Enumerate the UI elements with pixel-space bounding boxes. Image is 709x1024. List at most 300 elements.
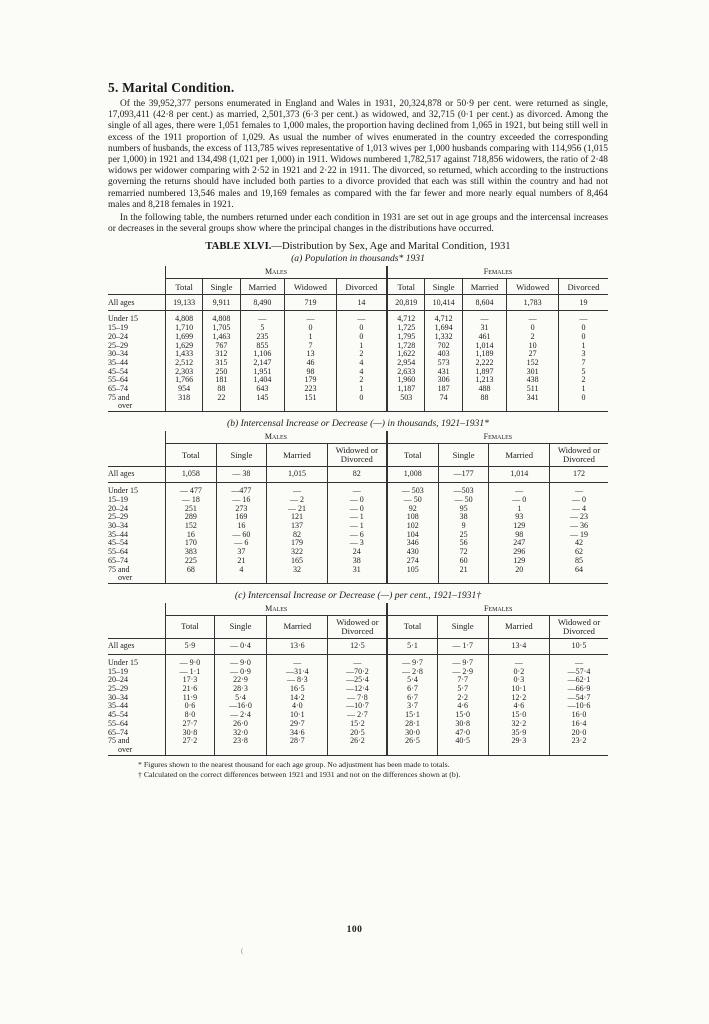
- column-header: Single: [425, 279, 462, 295]
- column-header: Total: [166, 615, 215, 638]
- table-cell: 1,014: [462, 342, 507, 351]
- table-cell: 46: [285, 359, 337, 368]
- table-cell: 165: [267, 557, 328, 566]
- table-cell: 2: [507, 333, 559, 342]
- table-cell: 30·8: [437, 720, 488, 729]
- table-cell: 1,699: [166, 333, 203, 342]
- table-cell: 4: [216, 566, 267, 575]
- table-cell: —: [267, 659, 328, 668]
- table-cell: 104: [387, 531, 439, 540]
- total-row: [108, 638, 608, 654]
- age-group-label: Under 15: [108, 657, 138, 667]
- table-c-group-males: Males: [166, 603, 388, 616]
- table-cell: — 50: [438, 496, 489, 505]
- column-header: Married: [267, 615, 328, 638]
- table-cell: 12·2: [488, 694, 549, 703]
- table-cell: 170: [166, 539, 217, 548]
- over-row: [108, 574, 608, 583]
- column-header: Married: [267, 444, 328, 467]
- table-cell: 98: [285, 368, 337, 377]
- age-group-label: 45–54: [108, 710, 128, 720]
- table-cell: — 18: [166, 496, 217, 505]
- table-cell: 82: [267, 531, 328, 540]
- table-cell: [328, 746, 388, 755]
- table-cell: 5·9: [166, 638, 215, 654]
- column-header: Widowed or Divorced: [550, 615, 609, 638]
- table-b: [108, 431, 608, 584]
- column-header: Divorced: [558, 279, 608, 295]
- table-cell: —31·4: [267, 668, 328, 677]
- table-cell: 27: [507, 350, 559, 359]
- table-cell: 5·4: [387, 676, 437, 685]
- page-content: [108, 80, 608, 780]
- table-cell: 643: [240, 385, 285, 394]
- table-cell: — 477: [166, 487, 217, 496]
- table-cell: 40·5: [437, 737, 488, 746]
- table-cell: 32·0: [214, 729, 266, 738]
- table-cell: 15·2: [328, 720, 388, 729]
- table-cell: 37: [216, 548, 267, 557]
- table-cell: 8,604: [462, 295, 507, 311]
- table-cell: 10·5: [550, 638, 609, 654]
- age-group-label: 75 and: [108, 392, 130, 402]
- total-row: [108, 295, 608, 311]
- table-cell: — 60: [216, 531, 267, 540]
- table-cell: 1,015: [267, 467, 328, 483]
- column-header: Married: [488, 615, 549, 638]
- table-cell: — 50: [387, 496, 439, 505]
- table-cell: 719: [285, 295, 337, 311]
- table-cell: 32: [267, 566, 328, 575]
- table-cell: 38: [327, 557, 387, 566]
- table-cell: 1,463: [203, 333, 240, 342]
- table-cell: — 9·0: [166, 659, 215, 668]
- table-cell: [267, 574, 328, 583]
- table-title: —Distribution by Sex, Age and Marital Condition, 1931: [271, 241, 511, 253]
- table-cell: —66·9: [550, 685, 609, 694]
- table-cell: —: [507, 315, 559, 324]
- age-group-label: 15–19: [108, 494, 128, 504]
- table-cell: 23·2: [550, 737, 609, 746]
- table-cell: 2,303: [166, 368, 203, 377]
- column-header: Widowed or Divorced: [328, 615, 388, 638]
- table-cell: — 2·9: [437, 668, 488, 677]
- table-cell: 0·6: [166, 702, 215, 711]
- table-cell: 4: [336, 359, 387, 368]
- table-cell: 1: [558, 385, 608, 394]
- table-cell: — 0: [327, 505, 387, 514]
- table-cell: [240, 402, 285, 411]
- table-cell: 1: [558, 342, 608, 351]
- age-group-label: 25–29: [108, 512, 128, 522]
- table-row: [108, 737, 608, 746]
- table-number: TABLE XLVI.: [205, 241, 272, 253]
- column-header: Widowed: [285, 279, 337, 295]
- table-cell: 20: [489, 566, 550, 575]
- age-group-label: over: [108, 746, 166, 755]
- table-cell: — 0·9: [214, 668, 266, 677]
- table-cell: 1,897: [462, 368, 507, 377]
- table-cell: 19,133: [166, 295, 203, 311]
- table-cell: [166, 402, 203, 411]
- table-a-group-females: Females: [387, 266, 608, 279]
- table-cell: 223: [285, 385, 337, 394]
- table-a-body: [108, 295, 608, 412]
- column-header: Married: [240, 279, 285, 295]
- table-cell: —: [489, 487, 550, 496]
- table-cell: 1: [336, 385, 387, 394]
- table-cell: 74: [425, 394, 462, 403]
- table-cell: 315: [203, 359, 240, 368]
- table-cell: — 1·7: [437, 638, 488, 654]
- table-cell: 2,222: [462, 359, 507, 368]
- table-cell: 0: [336, 324, 387, 333]
- section-heading: 5. Marital Condition.: [108, 80, 235, 95]
- table-cell: 1,795: [387, 333, 425, 342]
- age-group-label: 35–44: [108, 701, 128, 711]
- table-cell: 1,951: [240, 368, 285, 377]
- table-cell: 23·8: [214, 737, 266, 746]
- table-cell: —10·6: [550, 702, 609, 711]
- table-cell: — 1: [327, 522, 387, 531]
- table-row: [108, 394, 608, 403]
- table-cell: 0·3: [488, 676, 549, 685]
- age-group-label: 55–64: [108, 547, 128, 557]
- age-group-label: over: [108, 574, 166, 583]
- table-cell: 4: [336, 368, 387, 377]
- table-cell: —: [336, 315, 387, 324]
- table-b-header-row: [108, 444, 608, 467]
- age-group-label: 30–34: [108, 520, 128, 530]
- table-cell: 235: [240, 333, 285, 342]
- table-cell: 1,189: [462, 350, 507, 359]
- table-cell: 1,728: [387, 342, 425, 351]
- table-cell: 4,808: [203, 315, 240, 324]
- table-cell: [267, 746, 328, 755]
- table-cell: [387, 402, 425, 411]
- table-cell: 503: [387, 394, 425, 403]
- table-cell: 28·7: [267, 737, 328, 746]
- table-cell: 30·8: [166, 729, 215, 738]
- table-cell: — 2·4: [214, 711, 266, 720]
- over-row: [108, 746, 608, 755]
- table-cell: — 503: [387, 487, 439, 496]
- table-cell: [336, 402, 387, 411]
- table-cell: 5: [240, 324, 285, 333]
- table-row: [108, 566, 608, 575]
- table-cell: —: [240, 315, 285, 324]
- table-cell: 1,710: [166, 324, 203, 333]
- table-cell: 322: [267, 548, 328, 557]
- table-cell: — 2·7: [328, 711, 388, 720]
- table-cell: 403: [425, 350, 462, 359]
- table-cell: [489, 574, 550, 583]
- table-cell: —70·2: [328, 668, 388, 677]
- table-cell: 21: [438, 566, 489, 575]
- table-cell: 573: [425, 359, 462, 368]
- table-cell: 129: [489, 557, 550, 566]
- table-cell: 26·0: [214, 720, 266, 729]
- table-cell: 27·7: [166, 720, 215, 729]
- table-cell: 85: [550, 557, 609, 566]
- table-b-body: [108, 467, 608, 584]
- table-cell: 82: [327, 467, 387, 483]
- age-group-label: 55–64: [108, 718, 128, 728]
- table-b-subtitle: (b) Intercensal Increase or Decrease (—) in thousands, 1921–1931*: [227, 418, 489, 430]
- table-cell: — 8·3: [267, 676, 328, 685]
- table-cell: [558, 402, 608, 411]
- page-number: 100: [346, 925, 363, 935]
- age-group-label: 75 and: [108, 564, 130, 574]
- table-c-group-females: Females: [387, 603, 608, 616]
- table-cell: [285, 402, 337, 411]
- table-cell: 461: [462, 333, 507, 342]
- column-header: Married: [489, 444, 550, 467]
- table-cell: [550, 574, 609, 583]
- table-a: [108, 266, 608, 412]
- table-cell: 25: [438, 531, 489, 540]
- table-b-group-females: Females: [387, 431, 608, 444]
- table-cell: 15·0: [437, 711, 488, 720]
- table-cell: 312: [203, 350, 240, 359]
- table-cell: 6·7: [387, 685, 437, 694]
- table-cell: 152: [507, 359, 559, 368]
- table-cell: —: [328, 659, 388, 668]
- table-cell: 22·9: [214, 676, 266, 685]
- table-a-subtitle: (a) Population in thousands* 1931: [291, 253, 425, 265]
- age-group-label: 55–64: [108, 375, 128, 385]
- table-cell: 32·2: [488, 720, 549, 729]
- table-c-header-row: [108, 615, 608, 638]
- column-header: Widowed or Divorced: [550, 444, 609, 467]
- table-cell: [327, 574, 387, 583]
- table-cell: [166, 746, 215, 755]
- table-cell: 31: [327, 566, 387, 575]
- table-cell: 34·6: [267, 729, 328, 738]
- table-cell: —25·4: [328, 676, 388, 685]
- table-cell: 250: [203, 368, 240, 377]
- table-cell: — 2: [267, 496, 328, 505]
- table-cell: 10·1: [267, 711, 328, 720]
- table-cell: 0: [558, 394, 608, 403]
- table-cell: —12·4: [328, 685, 388, 694]
- table-cell: 10·1: [488, 685, 549, 694]
- table-cell: [166, 574, 217, 583]
- age-group-label: Under 15: [108, 314, 138, 324]
- table-cell: 2,954: [387, 359, 425, 368]
- table-cell: 98: [489, 531, 550, 540]
- table-cell: 35·9: [488, 729, 549, 738]
- age-group-label: 20–24: [108, 503, 128, 513]
- age-group-label: 45–54: [108, 538, 128, 548]
- table-cell: [425, 402, 462, 411]
- table-cell: 11·9: [166, 694, 215, 703]
- column-header: Total: [166, 279, 203, 295]
- table-cell: — 16: [216, 496, 267, 505]
- table-cell: 2·2: [437, 694, 488, 703]
- table-cell: 62: [550, 548, 609, 557]
- table-cell: 13·4: [488, 638, 549, 654]
- table-cell: — 38: [216, 467, 267, 483]
- table-a-header-row: [108, 279, 608, 295]
- age-group-label: 30–34: [108, 349, 128, 359]
- table-cell: —: [550, 659, 609, 668]
- table-cell: 56: [438, 539, 489, 548]
- table-cell: 4·0: [267, 702, 328, 711]
- table-cell: 179: [285, 376, 337, 385]
- table-cell: —503: [438, 487, 489, 496]
- table-cell: 1,622: [387, 350, 425, 359]
- table-cell: 301: [507, 368, 559, 377]
- table-cell: 13: [285, 350, 337, 359]
- table-cell: — 9·7: [387, 659, 437, 668]
- table-cell: 1,014: [489, 467, 550, 483]
- table-cell: 15·0: [488, 711, 549, 720]
- age-group-label: 30–34: [108, 692, 128, 702]
- age-group-label: 20–24: [108, 331, 128, 341]
- table-cell: [462, 402, 507, 411]
- table-cell: [214, 746, 266, 755]
- table-cell: —: [550, 487, 609, 496]
- table-cell: —62·1: [550, 676, 609, 685]
- table-cell: 0: [336, 394, 387, 403]
- table-cell: 2,633: [387, 368, 425, 377]
- table-cell: —57·4: [550, 668, 609, 677]
- column-header: Total: [387, 279, 425, 295]
- table-cell: — 19: [550, 531, 609, 540]
- table-cell: 0: [285, 324, 337, 333]
- table-cell: 88: [203, 385, 240, 394]
- table-cell: — 0: [327, 496, 387, 505]
- age-group-label: 65–74: [108, 384, 128, 394]
- age-group-label: 25–29: [108, 340, 128, 350]
- table-cell: 296: [489, 548, 550, 557]
- column-header: Married: [462, 279, 507, 295]
- table-b-group-males: Males: [166, 431, 387, 444]
- table-c-subtitle: (c) Intercensal Increase or Decrease (—) per cent., 1921–1931†: [234, 589, 482, 601]
- table-cell: 169: [216, 513, 267, 522]
- table-cell: 27·2: [166, 737, 215, 746]
- paragraph-2: In the following table, the numbers returned under each condition in 1931 are set out in age groups and the intercensal increases or decreases in the several groups show where the principal changes in the distributions have occurred.: [108, 213, 608, 235]
- table-cell: 438: [507, 376, 559, 385]
- table-cell: 88: [462, 394, 507, 403]
- table-cell: 4,712: [387, 315, 425, 324]
- age-group-label: 20–24: [108, 675, 128, 685]
- column-header: Single: [438, 444, 489, 467]
- table-cell: —: [327, 487, 387, 496]
- over-row: [108, 402, 608, 411]
- table-cell: 28·1: [387, 720, 437, 729]
- table-cell: 4,808: [166, 315, 203, 324]
- table-cell: 29·3: [488, 737, 549, 746]
- table-cell: 179: [267, 539, 328, 548]
- table-cell: 68: [166, 566, 217, 575]
- table-cell: 0·2: [488, 668, 549, 677]
- table-cell: [437, 746, 488, 755]
- table-cell: 0: [558, 324, 608, 333]
- table-cell: 15·1: [387, 711, 437, 720]
- table-cell: 9,911: [203, 295, 240, 311]
- table-cell: 6·7: [387, 694, 437, 703]
- table-cell: —477: [216, 487, 267, 496]
- table-cell: 3·7: [387, 702, 437, 711]
- table-cell: — 21: [267, 505, 328, 514]
- table-cell: 1,960: [387, 376, 425, 385]
- table-cell: 2,147: [240, 359, 285, 368]
- table-cell: [488, 746, 549, 755]
- table-cell: —: [558, 315, 608, 324]
- table-cell: 20·5: [328, 729, 388, 738]
- age-group-label: Under 15: [108, 486, 138, 496]
- column-header: Widowed or Divorced: [327, 444, 387, 467]
- table-cell: 1: [285, 333, 337, 342]
- table-cell: 19: [558, 295, 608, 311]
- table-cell: —16·0: [214, 702, 266, 711]
- table-cell: 5·7: [437, 685, 488, 694]
- table-cell: 251: [166, 505, 217, 514]
- table-cell: 488: [462, 385, 507, 394]
- table-cell: — 23: [550, 513, 609, 522]
- table-cell: 26·2: [328, 737, 388, 746]
- table-cell: 105: [387, 566, 439, 575]
- age-group-label: 65–74: [108, 727, 128, 737]
- table-cell: —54·7: [550, 694, 609, 703]
- table-cell: 702: [425, 342, 462, 351]
- table-cell: 2: [558, 376, 608, 385]
- table-cell: 30·0: [387, 729, 437, 738]
- table-cell: 108: [387, 513, 439, 522]
- table-cell: 247: [489, 539, 550, 548]
- column-header: Single: [437, 615, 488, 638]
- table-cell: 1,725: [387, 324, 425, 333]
- table-cell: — 2·8: [387, 668, 437, 677]
- table-cell: 4,712: [425, 315, 462, 324]
- table-cell: 7: [558, 359, 608, 368]
- table-cell: 767: [203, 342, 240, 351]
- table-cell: 42: [550, 539, 609, 548]
- table-cell: 511: [507, 385, 559, 394]
- table-cell: 21: [216, 557, 267, 566]
- age-group-label: 65–74: [108, 555, 128, 565]
- table-cell: 289: [166, 513, 217, 522]
- table-cell: 21·6: [166, 685, 215, 694]
- table-cell: 1: [336, 342, 387, 351]
- table-cell: 274: [387, 557, 439, 566]
- table-cell: 383: [166, 548, 217, 557]
- table-cell: — 4: [550, 505, 609, 514]
- table-cell: 187: [425, 385, 462, 394]
- age-group-label: 15–19: [108, 323, 128, 333]
- table-cell: 1: [489, 505, 550, 514]
- table-cell: 1,213: [462, 376, 507, 385]
- table-cell: 8,490: [240, 295, 285, 311]
- table-cell: 31: [462, 324, 507, 333]
- age-group-label: All ages: [108, 295, 166, 311]
- column-header: Divorced: [336, 279, 387, 295]
- column-header: Total: [387, 444, 439, 467]
- table-cell: 5: [558, 368, 608, 377]
- table-cell: — 6: [327, 531, 387, 540]
- table-cell: 225: [166, 557, 217, 566]
- age-group-label: All ages: [108, 638, 166, 654]
- age-group-label: 75 and: [108, 736, 130, 746]
- table-cell: —: [488, 659, 549, 668]
- table-cell: 1,433: [166, 350, 203, 359]
- table-cell: 102: [387, 522, 439, 531]
- table-cell: 172: [550, 467, 609, 483]
- table-cell: 60: [438, 557, 489, 566]
- table-cell: 16: [166, 531, 217, 540]
